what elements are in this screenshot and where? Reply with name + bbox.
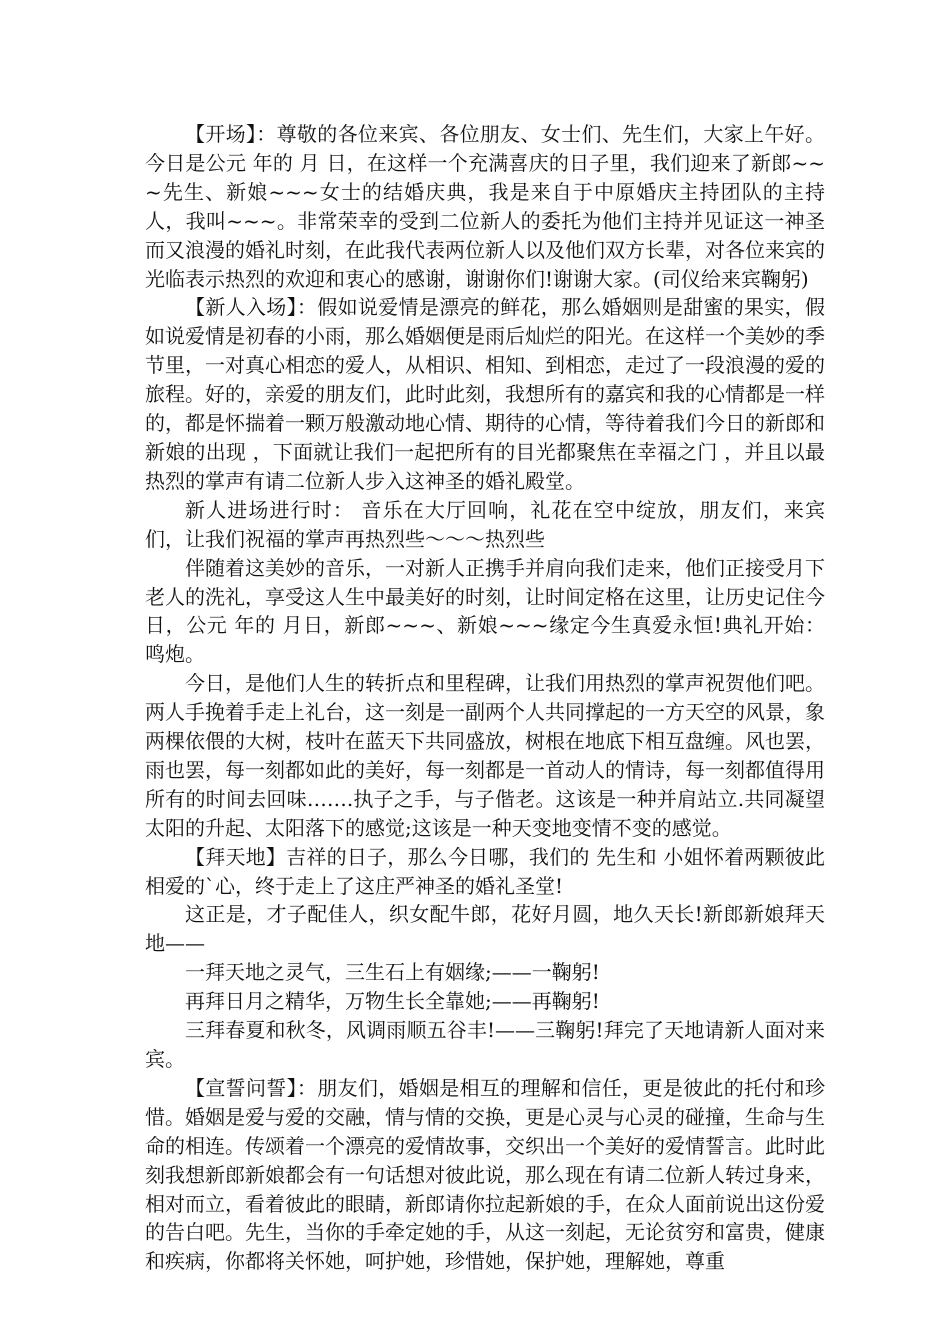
paragraph-opening: 【开场】：尊敬的各位来宾、各位朋友、女士们、先生们，大家上午好。今日是公元 年的 月 日，在这样一个充满喜庆的日子里，我们迎来了新郎~~~先生、新娘~~~女士的结婚庆典，我是来自于中原婚庆主持团队的主持人，我叫~~~。非常荣幸的受到二位新人的委托为他们主持并见证这一神圣而又浪漫的婚礼时刻，在此我代表两位新人以及他们双方长辈，对各位来宾的光临表示热烈的欢迎和衷心的感谢，谢谢你们!谢谢大家。(司仪给来宾鞠躬) (145, 122, 825, 291)
paragraph-vows: 【宣誓问誓】：朋友们，婚姻是相互的理解和信任，更是彼此的托付和珍惜。婚姻是爱与爱的交融，情与情的交换，更是心灵与心灵的碰撞，生命与生命的相连。传颂着一个漂亮的爱情故事，交织出一个美好的爱情誓言。此时此刻我想新郎新娘都会有一句话想对彼此说，那么现在有请二位新人转过身来，相对而立，看着彼此的眼睛，新郎请你拉起新娘的手，在众人面前说出这份爱的告白吧。先生，当你的手牵定她的手，从这一刻起，无论贫穷和富贵，健康和疾病，你都将关怀她，呵护她，珍惜她，保护她，理解她，尊重 (145, 1075, 825, 1274)
paragraph-third-bow: 三拜春夏和秋冬，风调雨顺五谷丰!——三鞠躬!拜完了天地请新人面对来宾。 (145, 1018, 825, 1071)
paragraph-worship: 【拜天地】吉祥的日子，那么今日哪，我们的 先生和 小姐怀着两颗彼此相爱的`心，终于走上了这庄严神圣的婚礼圣堂! (145, 844, 825, 898)
paragraph-entrance: 【新人入场】：假如说爱情是漂亮的鲜花，那么婚姻则是甜蜜的果实，假如说爱情是初春的小雨，那么婚姻便是雨后灿烂的阳光。在这样一个美妙的季节里，一对真心相恋的爱人，从相识、相知、到相恋，走过了一段浪漫的爱的旅程。好的，亲爱的朋友们，此时此刻，我想所有的嘉宾和我的心情都是一样的，都是怀揣着一颗万般激动地心情、期待的心情，等待着我们今日的新郎和新娘的出现 ，下面就让我们一起把所有的目光都聚焦在幸福之门 ，并且以最热烈的掌声有请二位新人步入这神圣的婚礼殿堂。 (145, 295, 825, 493)
paragraph-first-bow: 一拜天地之灵气，三生石上有姻缘;——一鞠躬! (185, 960, 600, 985)
paragraph-worship-intro: 这正是，才子配佳人，织女配牛郎，花好月圆，地久天长!新郎新娘拜天地—— (145, 902, 825, 956)
paragraph-walking-in: 伴随着这美妙的音乐，一对新人正携手并肩向我们走来，他们正接受月下老人的洗礼，享受这人生中最美好的时刻，让时间定格在这里，让历史记住今日，公元 年的 月日，新郎~~~、新娘~~~缘定今生真爱永恒!典礼开始：鸣炮。 (145, 555, 825, 667)
document-page (145, 120, 825, 1276)
paragraph-second-bow: 再拜日月之精华，万物生长全靠她;——再鞠躬! (185, 989, 600, 1014)
paragraph-milestone: 今日，是他们人生的转折点和里程碑，让我们用热烈的掌声祝贺他们吧。两人手挽着手走上礼台，这一刻是一副两个人共同撑起的一方天空的风景，象两棵依偎的大树，枝叶在蓝天下共同盛放，树根在地底下相互盘缠。风也罢，雨也罢，每一刻都如此的美好，每一刻都是一首动人的情诗，每一刻都值得用所有的时间去回味…….执子之手，与子偕老。这该是一种并肩站立.共同凝望太阳的升起、太阳落下的感觉;这该是一种天变地变情不变的感觉。 (145, 671, 825, 840)
paragraph-entrance-music: 新人进场进行时： 音乐在大厅回响，礼花在空中绽放，朋友们，来宾们，让我们祝福的掌声再热烈些～～～热烈些 (145, 497, 825, 551)
